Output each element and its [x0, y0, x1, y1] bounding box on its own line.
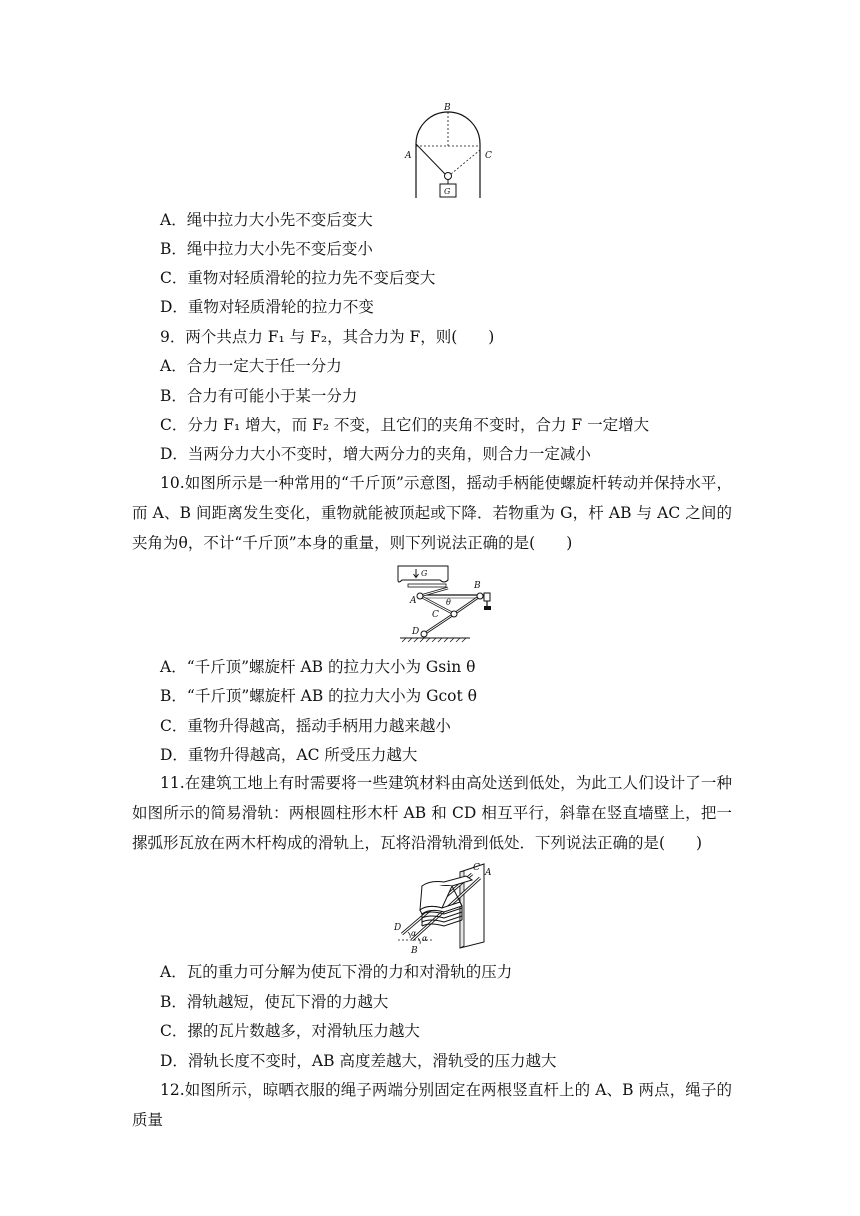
q9-option-b: B．合力有可能小于某一分力: [160, 387, 358, 405]
q10-option-b: B．“千斤顶”螺旋杆 AB 的拉力大小为 Gcot θ: [160, 687, 477, 705]
q8-option-c: C．重物对轻质滑轮的拉力先不变后变大: [160, 269, 436, 287]
fig3-label-c: C: [473, 863, 480, 873]
q8-option-a: A．绳中拉力大小先不变后变大: [160, 211, 373, 229]
q8-option-d: D．重物对轻质滑轮的拉力不变: [160, 298, 374, 316]
q9-option-d: D．当两分力大小不变时，增大两分力的夹角，则合力一定减小: [160, 445, 591, 463]
fig2-label-theta: θ: [446, 598, 451, 607]
q10-stem-text: 10.如图所示是一种常用的“千斤顶”示意图，摇动手柄能使螺旋杆转动并保持水平，而 A、B 间距离发生变化，重物就能被顶起或下降．若物重为 G，杆 AB 与 AC 之间的夹角为θ，不计“千斤顶”本身的重量，则下列说法正确的是( ): [132, 474, 732, 552]
figure-semicircle-pulley: [400, 100, 496, 200]
q11-option-d: D．滑轨长度不变时，AB 高度差越大，滑轨受的压力越大: [160, 1052, 557, 1070]
q9-option-c: C．分力 F₁ 增大，而 F₂ 不变，且它们的夹角不变时，合力 F 一定增大: [160, 416, 650, 434]
q9-option-a: A．合力一定大于任一分力: [160, 357, 342, 375]
fig2-label-g: G: [421, 569, 428, 578]
fig2-label-b: B: [474, 581, 481, 591]
q11-option-a: A．瓦的重力可分解为使瓦下滑的力和对滑轨的压力: [160, 963, 513, 981]
q11-stem: [132, 768, 732, 858]
q11-option-c: C．摞的瓦片数越多，对滑轨压力越大: [160, 1022, 420, 1040]
figure-tile-slide: [394, 862, 498, 954]
q10-stem: [132, 468, 732, 558]
fig3-label-d: D: [394, 923, 402, 933]
q8-option-b: B．绳中拉力大小先不变后变小: [160, 240, 373, 258]
q10-option-d: D．重物升得越高，AC 所受压力越大: [160, 746, 418, 764]
fig3-label-b: B: [411, 946, 418, 954]
fig2-label-d: D: [412, 627, 420, 637]
q12-stem-text: 12.如图所示，晾晒衣服的绳子两端分别固定在两根竖直杆上的 A、B 两点，绳子的质量: [132, 1081, 732, 1129]
q12-stem: [132, 1075, 732, 1135]
q11-stem-text: 11.在建筑工地上有时需要将一些建筑材料由高处送到低处，为此工人们设计了一种如图所示的简易滑轨：两根圆柱形木杆 AB 和 CD 相互平行，斜靠在竖直墙壁上，把一摞弧形瓦放在两木杆构成的滑轨上，瓦将沿滑轨滑到低处．下列说法正确的是( ): [132, 774, 732, 852]
figure-jack: [394, 562, 504, 648]
fig1-label-b: B: [444, 103, 451, 113]
fig3-label-alpha2: α: [422, 934, 428, 943]
fig1-label-c: C: [485, 151, 492, 161]
fig1-label-g: G: [444, 187, 451, 196]
q10-option-c: C．重物升得越高，摇动手柄用力越来越小: [160, 717, 451, 735]
fig3-label-a: A: [485, 868, 492, 878]
q11-option-b: B．滑轨越短，使瓦下滑的力越大: [160, 993, 389, 1011]
fig2-label-c: C: [432, 610, 439, 620]
fig1-label-a: A: [405, 151, 412, 161]
q9-stem: 9．两个共点力 F₁ 与 F₂，其合力为 F，则( ): [160, 328, 495, 346]
fig2-label-a: A: [410, 596, 417, 606]
fig3-label-alpha1: α: [411, 929, 417, 938]
q10-option-a: A．“千斤顶”螺旋杆 AB 的拉力大小为 Gsin θ: [160, 658, 476, 676]
